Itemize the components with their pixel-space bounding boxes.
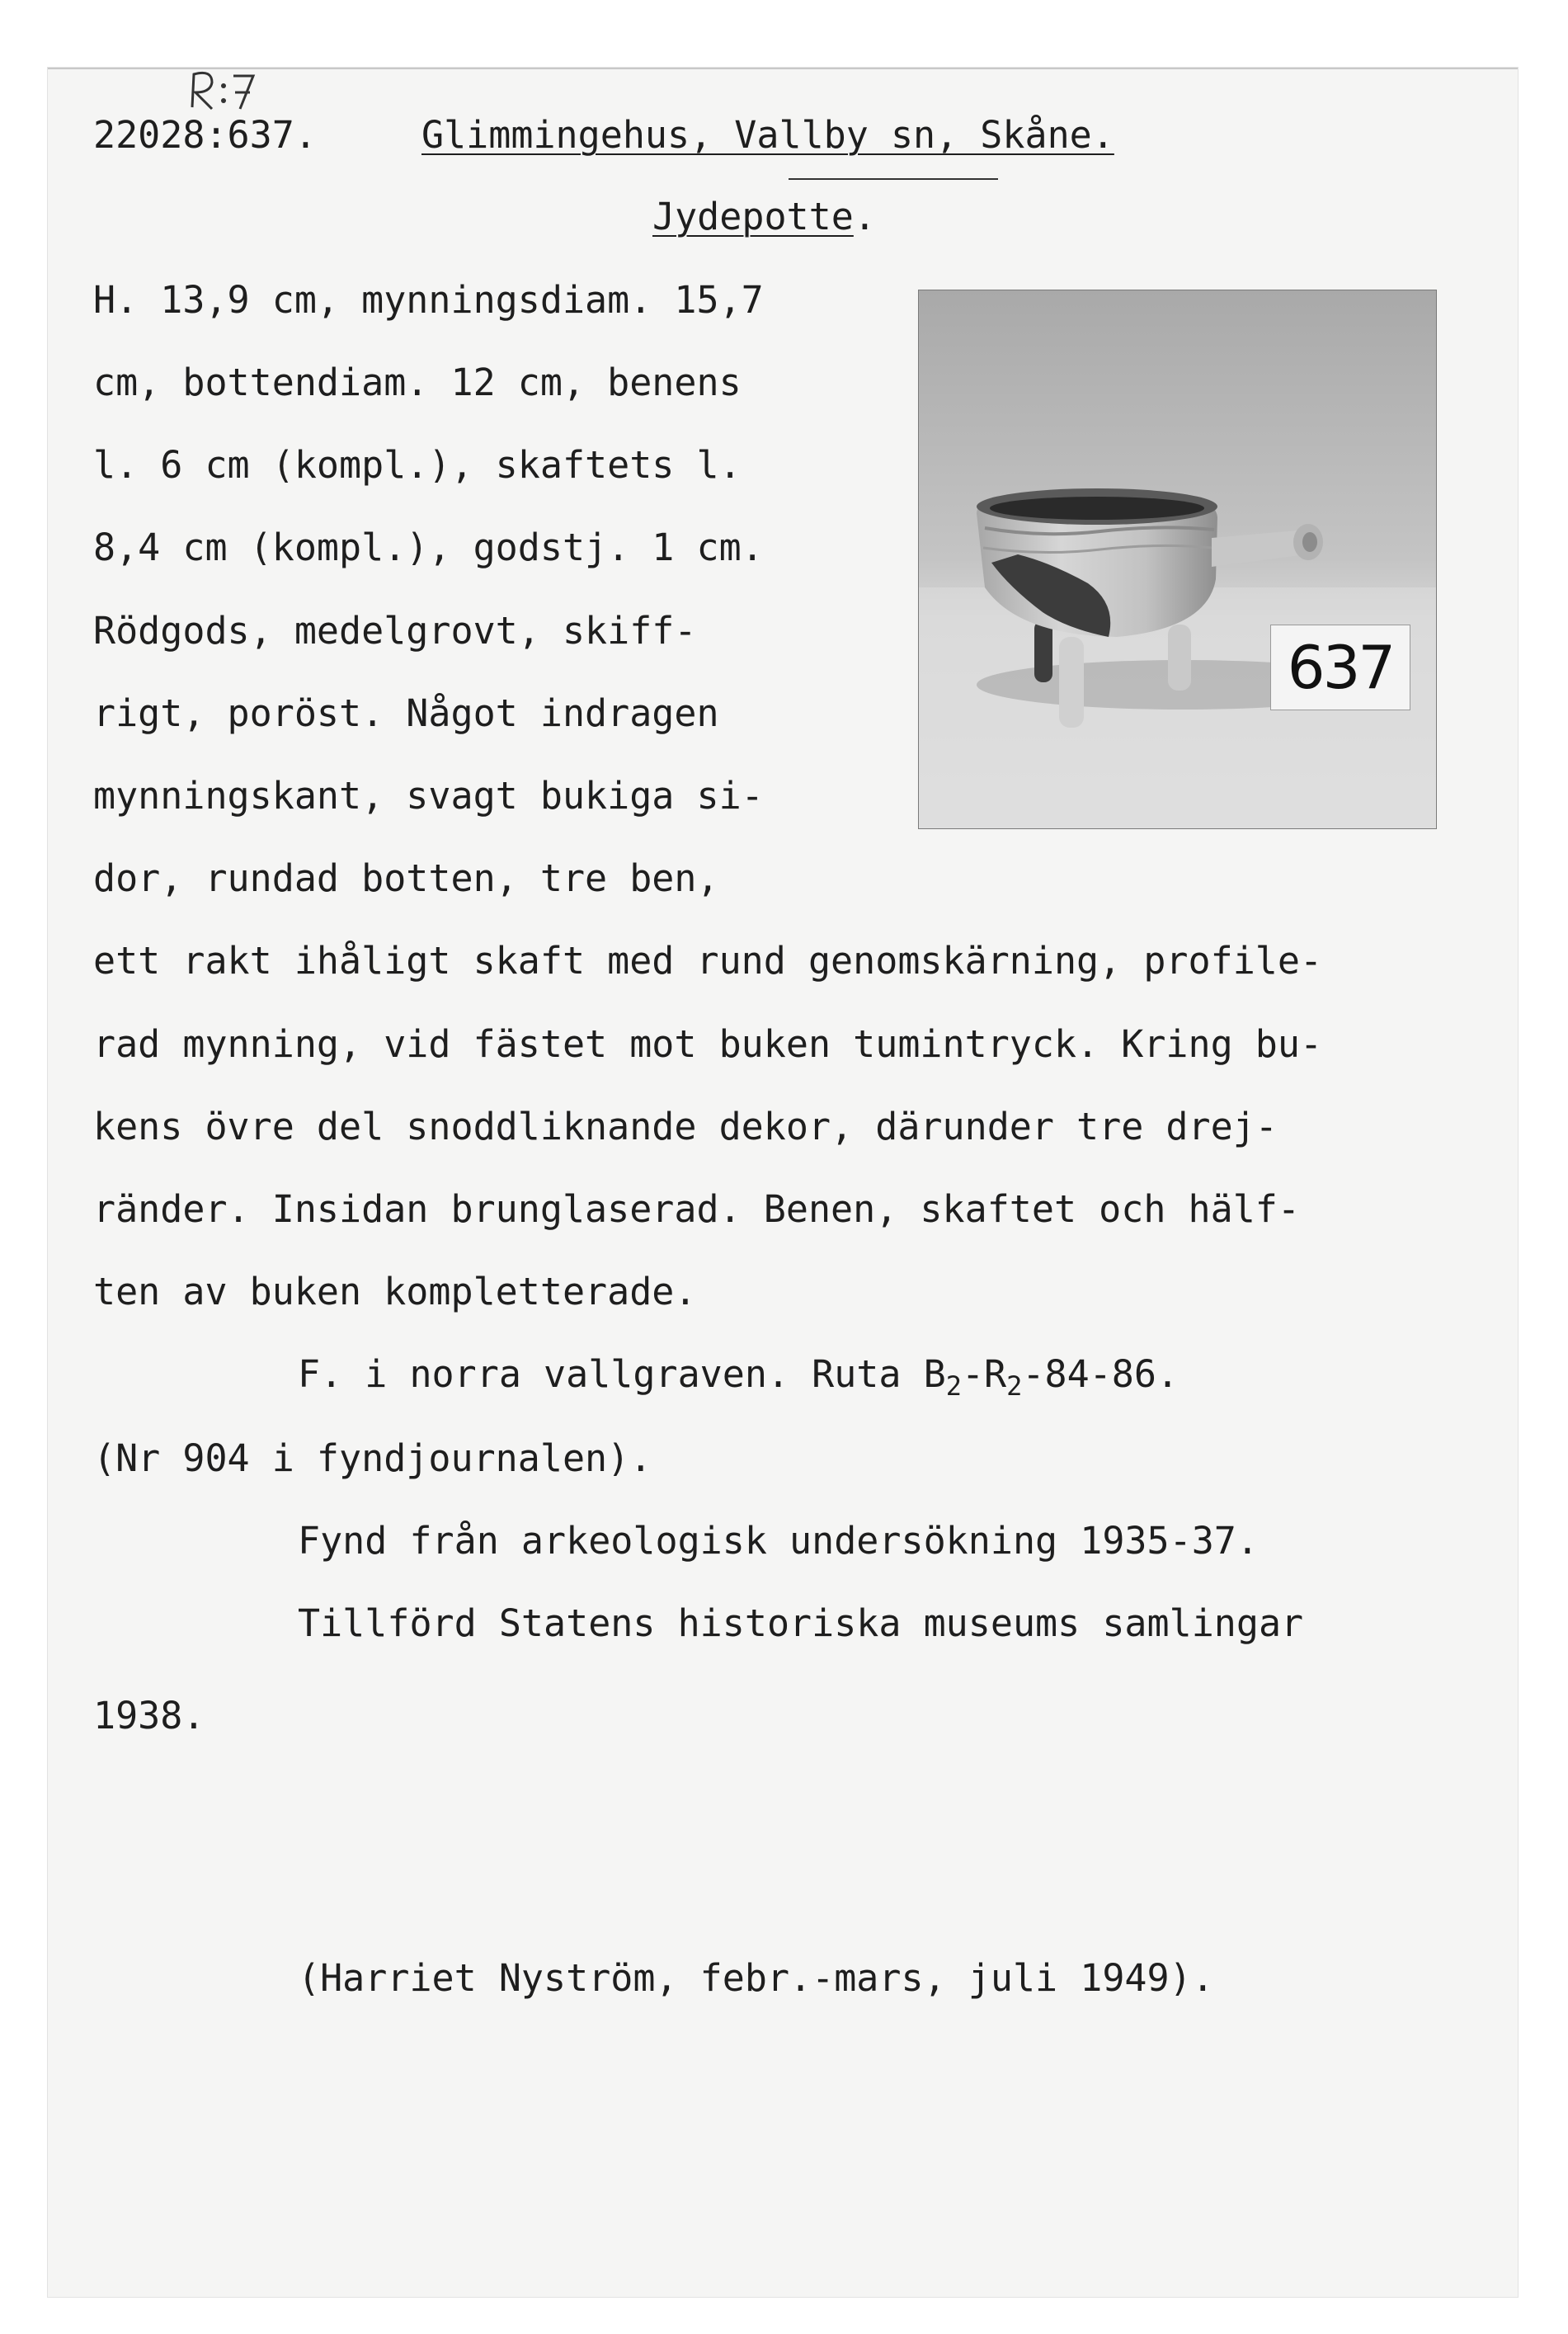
description-line: mynningskant, svagt bukiga si- xyxy=(93,774,764,818)
object-photo xyxy=(918,290,1437,829)
find-spot-sub-1: 2 xyxy=(945,1370,962,1402)
author-note: (Harriet Nyström, febr.-mars, juli 1949). xyxy=(298,1956,1214,2000)
title-divider xyxy=(789,178,998,180)
excavation-note: Fynd från arkeologisk undersökning 1935-37. xyxy=(298,1519,1259,1563)
handwritten-note xyxy=(187,68,258,114)
find-spot-mid: -R xyxy=(961,1352,1007,1396)
description-line: ränder. Insidan brunglaserad. Benen, skaftet och hälf- xyxy=(93,1187,1300,1231)
description-line: rad mynning, vid fästet mot buken tumintryck. Kring bu- xyxy=(93,1022,1323,1066)
find-spot xyxy=(298,1351,1180,1402)
find-spot-sub-2: 2 xyxy=(1006,1370,1023,1402)
description-line: ten av buken kompletterade. xyxy=(93,1270,697,1313)
find-location-text: Glimmingehus, Vallby sn, Skåne. xyxy=(421,113,1114,157)
acquisition-year: 1938. xyxy=(93,1694,205,1738)
description-line: l. 6 cm (kompl.), skaftets l. xyxy=(93,443,742,487)
object-type-text: Jydepotte xyxy=(652,195,854,238)
find-spot-prefix: F. i norra vallgraven. Ruta B xyxy=(298,1352,946,1396)
description-line: H. 13,9 cm, mynningsdiam. 15,7 xyxy=(93,278,764,322)
find-spot-suffix: -84-86. xyxy=(1022,1352,1180,1396)
find-journal: (Nr 904 i fyndjournalen). xyxy=(93,1436,652,1480)
object-type xyxy=(652,194,876,240)
acquisition-note: Tillförd Statens historiska museums samlingar xyxy=(298,1601,1304,1645)
description-line: dor, rundad botten, tre ben, xyxy=(93,856,719,900)
description-line: cm, bottendiam. 12 cm, benens xyxy=(93,361,742,404)
description-line: Rödgods, medelgrovt, skiff- xyxy=(93,609,697,653)
photo-number-tag: 637 xyxy=(1270,625,1410,710)
find-location xyxy=(421,112,1114,158)
description-line: rigt, poröst. Något indragen xyxy=(93,691,719,735)
description-line: kens övre del snoddliknande dekor, därunder tre drej- xyxy=(93,1105,1278,1148)
pot-photo-image xyxy=(919,290,1436,828)
description-line: ett rakt ihåligt skaft med rund genomskärning, profile- xyxy=(93,939,1323,983)
object-type-period: . xyxy=(853,195,876,238)
accession-number: 22028:637. xyxy=(93,113,317,157)
description-line: 8,4 cm (kompl.), godstj. 1 cm. xyxy=(93,526,764,569)
